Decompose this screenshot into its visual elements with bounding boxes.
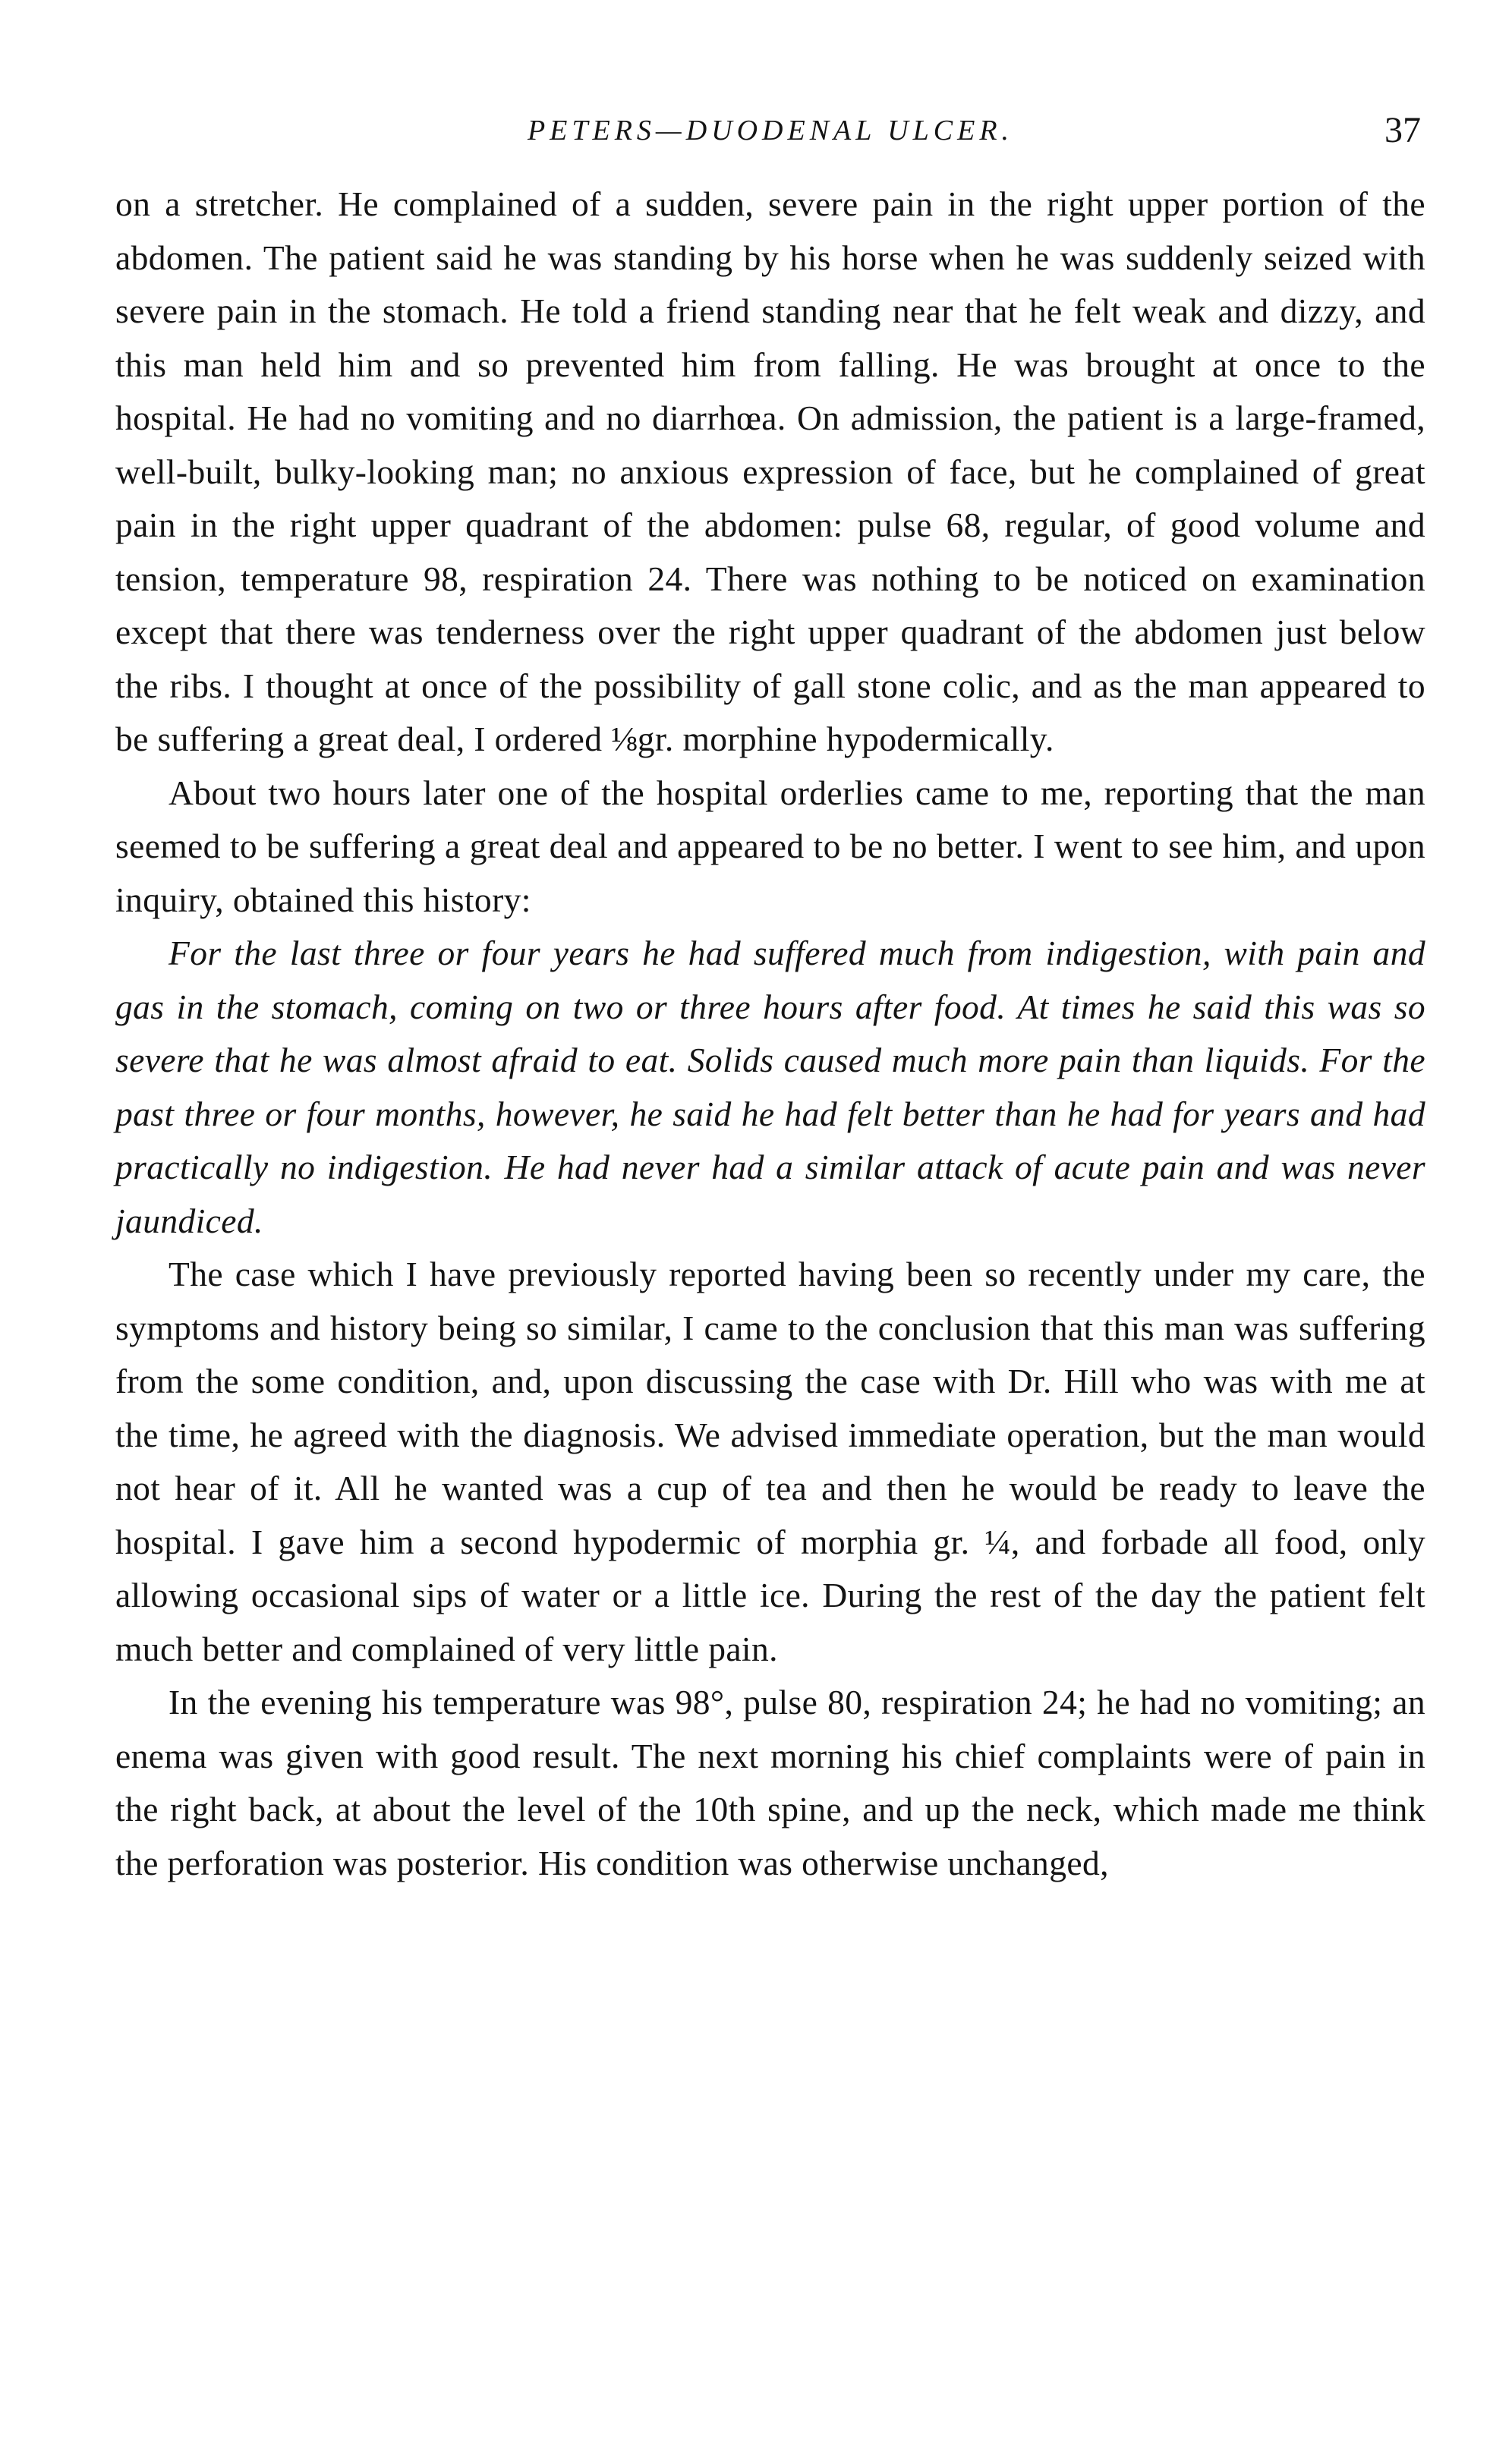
- page-number: 37: [1384, 110, 1421, 150]
- paragraph-5: In the evening his temperature was 98°, pulse 80, respiration 24; he had no vomiting; an enema was given with good result. The next morning his chief complaints were of pain in the right back, at about the level of the 10th spine, and up the neck, which made me think the perforation was posterior. His condition was otherwise unchanged,: [115, 1683, 1425, 1882]
- paragraph-4: The case which I have previously reported having been so recently under my care, the symptoms and history being so similar, I came to the conclusion that this man was suffering from the some condition, and, upon discussing the case with Dr. Hill who was with me at the time, he agreed with the diagnosis. We advised immediate operation, but the man would not hear of it. All he wanted was a cup of tea and then he would be ready to leave the hospital. I gave him a second hypodermic of morphia gr. ¼, and forbade all food, only allowing occasional sips of water or a little ice. During the rest of the day the patient felt much better and complained of very little pain.: [115, 1255, 1425, 1668]
- paragraph-1: on a stretcher. He complained of a sudden, severe pain in the right upper portion of the abdomen. The patient said he was standing by his horse when he was suddenly seized with severe pain in the stomach. He told a friend standing near that he felt weak and dizzy, and this man held him and so prevented him from falling. He was brought at once to the hospital. He had no vomiting and no diarrhœa. On admission, the patient is a large-framed, well-built, bulky-looking man; no anxious expression of face, but he complained of great pain in the right upper quadrant of the abdomen: pulse 68, regular, of good volume and tension, temperature 98, respiration 24. There was nothing to be noticed on examination except that there was tenderness over the right upper quadrant of the abdomen just below the ribs. I thought at once of the possibility of gall stone colic, and as the man appeared to be suffering a great deal, I ordered ⅛gr. morphine hypodermically.: [115, 184, 1425, 758]
- paragraph-3: For the last three or four years he had suffered much from indigestion, with pain and gas in the stomach, coming on two or three hours after food. At times he said this was so severe that he was almost afraid to eat. Solids caused much more pain than liquids. For the past three or four months, however, he said he had felt better than he had for years and had practically no indigestion. He had never had a similar attack of acute pain and was never jaundiced.: [115, 934, 1425, 1240]
- running-head: [114, 110, 1427, 167]
- running-title: PETERS—DUODENAL ULCER.: [527, 115, 1014, 146]
- paragraph-2: About two hours later one of the hospital orderlies came to me, reporting that the man seemed to be suffering a great deal and appeared to be no better. I went to see him, and upon inquiry, obtained this history:: [115, 773, 1425, 919]
- body-text: [115, 178, 1425, 1890]
